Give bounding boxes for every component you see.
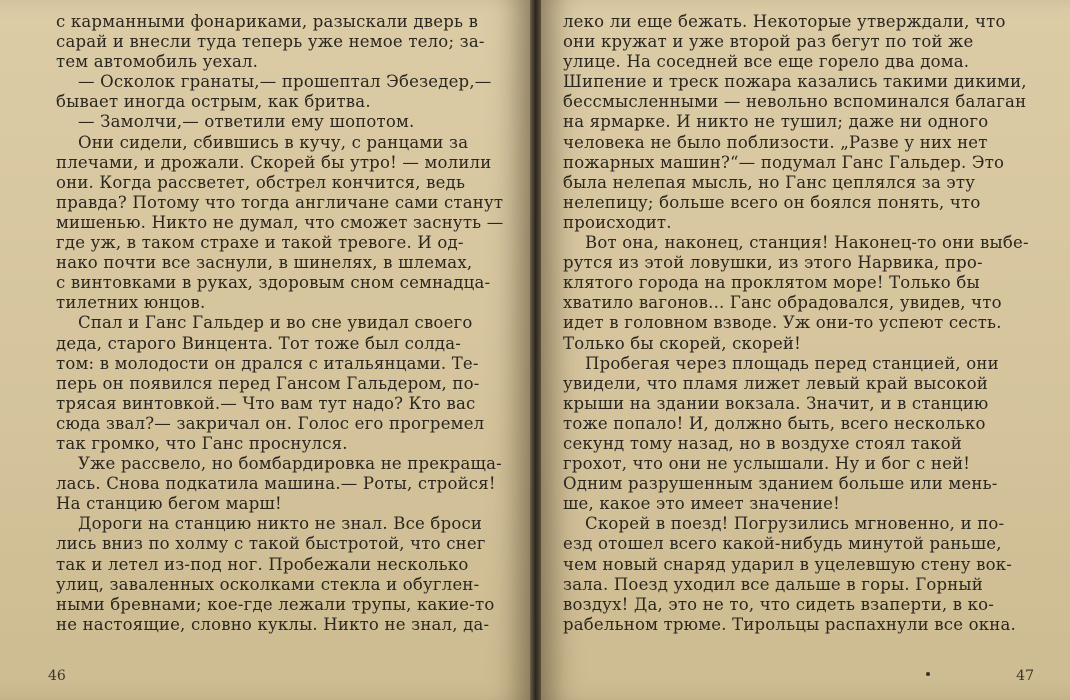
text-line: улиц, заваленных осколками стекла и обуглен-: [56, 574, 480, 594]
text-line: лись вниз по холму с такой быстротой, что снег: [56, 534, 486, 554]
text-line: так и летел из-под ног. Пробежали несколько: [56, 554, 469, 574]
text-line: клятого города на проклятом море! Только бы: [563, 273, 980, 293]
text-line: рутся из этой ловушки, из этого Нарвика, про-: [563, 253, 983, 273]
text-line: правда? Потому что тогда англичане сами станут: [56, 192, 504, 212]
text-line: так громко, что Ганс проснулся.: [56, 433, 348, 453]
text-line: секунд тому назад, но в воздухе стоял такой: [563, 433, 962, 453]
text-line: чем новый снаряд ударил в уцелевшую стену вок-: [563, 554, 1012, 574]
text-line: с карманными фонариками, разыскали дверь в: [56, 12, 479, 31]
text-line: бессмысленными — невольно вспоминался балаган: [563, 92, 1027, 112]
text-line: они. Когда рассветет, обстрел кончится, ведь: [56, 172, 466, 192]
page-number-right: 47: [1016, 668, 1034, 684]
text-line: ными бревнами; кое-где лежали трупы, какие-то: [56, 594, 495, 614]
text-line: Спал и Ганс Гальдер и во сне увидал своего: [78, 313, 473, 333]
text-line: увидели, что пламя лижет левый край высокой: [563, 373, 989, 393]
text-line: хватило вагонов... Ганс обрадовался, увидев, что: [563, 293, 1002, 313]
text-line: леко ли еще бежать. Некоторые утверждали, что: [563, 12, 1006, 31]
text-line: Только бы скорей, скорей!: [563, 333, 801, 353]
text-line: мишенью. Никто не думал, что сможет заснуть —: [56, 212, 504, 232]
text-line: На станцию бегом марш!: [56, 494, 282, 514]
ink-speck: [926, 672, 930, 676]
text-line: ше, какое это имеет значение!: [563, 494, 840, 514]
text-line: воздух! Да, это не то, что сидеть взаперти, в ко-: [563, 594, 995, 614]
text-line: — Осколок гранаты,— прошептал Эбезедер,—: [78, 72, 492, 92]
text-line: том: в молодости он дрался с итальянцами. Те-: [56, 353, 479, 373]
text-line: Они сидели, сбившись в кучу, с ранцами за: [78, 132, 469, 152]
text-line: Шипение и треск пожара казались такими дикими,: [563, 72, 1027, 92]
text-line: перь он появился перед Гансом Гальдером, по-: [56, 373, 480, 393]
text-line: бывает иногда острым, как бритва.: [56, 92, 371, 112]
text-line: Пробегая через площадь перед станцией, они: [585, 353, 999, 373]
text-line: сюда звал?— закричал он. Голос его прогремел: [56, 413, 485, 433]
text-line: крыши на здании вокзала. Значит, и в станцию: [563, 393, 989, 413]
text-line: тилетних юнцов.: [56, 293, 206, 313]
text-line: трясая винтовкой.— Что вам тут надо? Кто вас: [56, 393, 476, 413]
text-line: человека не было поблизости. „Разве у них нет: [563, 132, 988, 152]
text-line: с винтовками в руках, здоровым сном семнадца-: [56, 273, 491, 293]
text-line: — Замолчи,— ответили ему шопотом.: [78, 112, 415, 132]
text-line: езд отошел всего какой-нибудь минутой раньше,: [563, 534, 1002, 554]
text-line: Вот она, наконец, станция! Наконец-то они выбе-: [585, 233, 1029, 253]
left-page: [0, 0, 530, 700]
right-page-text: [563, 12, 1034, 635]
text-line: была нелепая мысль, но Ганс цеплялся за эту: [563, 172, 976, 192]
text-line: где уж, в таком страхе и такой тревоге. И од-: [56, 233, 464, 253]
text-line: грохот, что они не услышали. Ну и бог с ней!: [563, 454, 971, 474]
text-line: тем автомобиль уехал.: [56, 52, 259, 72]
text-line: Дороги на станцию никто не знал. Все броси: [78, 514, 483, 534]
text-line: нако почти все заснули, в шинелях, в шлемах,: [56, 253, 473, 273]
page-number-left: 46: [48, 668, 66, 684]
text-line: плечами, и дрожали. Скорей бы утро! — молили: [56, 152, 492, 172]
text-line: тоже попало! И, должно быть, всего несколько: [563, 413, 986, 433]
text-line: Одним разрушенным зданием больше или мень-: [563, 474, 998, 494]
text-line: они кружат и уже второй раз бегут по той же: [563, 32, 974, 52]
text-line: улице. На соседней все еще горело два дома.: [563, 52, 970, 72]
text-line: деда, старого Винцента. Тот тоже был солда-: [56, 333, 462, 353]
text-line: зала. Поезд уходил все дальше в горы. Горный: [563, 574, 983, 594]
text-line: лась. Снова подкатила машина.— Роты, стройся!: [56, 474, 496, 494]
text-line: происходит.: [563, 212, 672, 232]
text-line: Уже рассвело, но бомбардировка не прекраща-: [78, 454, 502, 474]
text-line: не настоящие, словно куклы. Никто не знал, да-: [56, 614, 490, 634]
left-page-text: [56, 12, 524, 635]
text-line: сарай и внесли туда теперь уже немое тело; за-: [56, 32, 485, 52]
text-line: идет в головном взводе. Уж они-то успеют сесть.: [563, 313, 1002, 333]
text-line: на ярмарке. И никто не тушил; даже ни одного: [563, 112, 989, 132]
text-line: нелепицу; больше всего он боялся понять, что: [563, 192, 981, 212]
right-page: [541, 0, 1070, 700]
book-gutter: [530, 0, 541, 700]
text-line: Скорей в поезд! Погрузились мгновенно, и по-: [585, 514, 1005, 534]
text-line: пожарных машин?“— подумал Ганс Гальдер. Это: [563, 152, 1005, 172]
text-line: рабельном трюме. Тирольцы распахнули все окна.: [563, 614, 1016, 634]
